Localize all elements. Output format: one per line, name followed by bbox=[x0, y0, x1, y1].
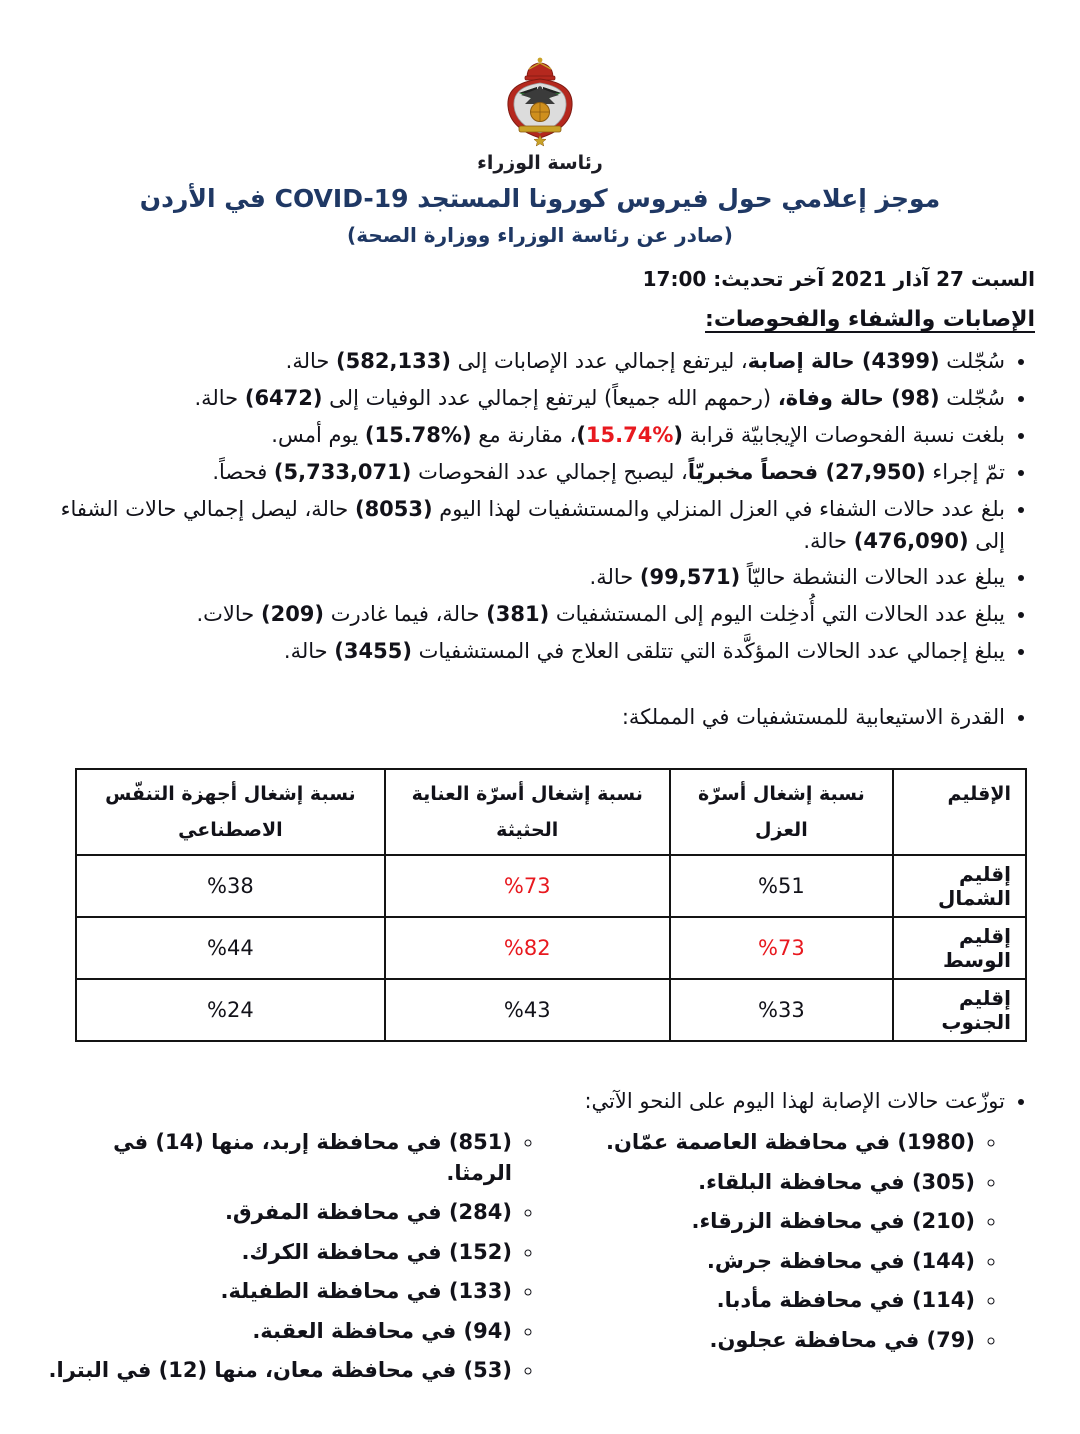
dist-item: ◦ (94) في محافظة العقبة. bbox=[45, 1316, 512, 1346]
text-segment: (98) حالة وفاة، bbox=[777, 385, 940, 410]
text-segment: (رحمهم الله جميعاً) ليرتفع إجمالي عدد الوفيات إلى bbox=[322, 385, 778, 410]
bullet-item bbox=[45, 636, 1005, 668]
value-cell: %44 bbox=[76, 917, 385, 979]
text-segment: القدرة الاستيعابية للمستشفيات في المملكة: bbox=[621, 705, 1005, 730]
region-cell: إقليم الوسط bbox=[893, 917, 1026, 979]
text-segment: (381) bbox=[486, 602, 550, 627]
text-segment: حالة. bbox=[589, 565, 640, 590]
text-segment: (209) bbox=[260, 602, 325, 627]
text-segment: ) bbox=[576, 422, 586, 447]
value-cell: %73 bbox=[385, 855, 670, 917]
value-cell: %38 bbox=[76, 855, 385, 917]
bullet-item bbox=[45, 599, 1005, 631]
table-body bbox=[76, 855, 1026, 1041]
text-segment: تمّ إجراء bbox=[925, 459, 1005, 484]
text-segment: حالة. bbox=[194, 385, 245, 410]
value-cell: %51 bbox=[670, 855, 893, 917]
text-segment: بلغت نسبة الفحوصات الإيجابيّة قرابة bbox=[683, 422, 1005, 447]
distribution-intro-list bbox=[45, 1086, 1035, 1118]
dist-item: ◦ (152) في محافظة الكرك. bbox=[45, 1237, 512, 1267]
text-segment: (3455) bbox=[334, 639, 412, 664]
value-cell: %82 bbox=[385, 917, 670, 979]
region-cell: إقليم الجنوب bbox=[893, 979, 1026, 1041]
capacity-bullet-list bbox=[45, 702, 1035, 734]
text-segment: حالات. bbox=[196, 602, 261, 627]
masthead bbox=[45, 56, 1035, 247]
dist-item: ◦ (284) في محافظة المفرق. bbox=[45, 1197, 512, 1227]
bullet-item bbox=[45, 346, 1005, 378]
text-segment: (5,733,071) bbox=[273, 459, 412, 484]
bullet-item bbox=[45, 562, 1005, 594]
table-row bbox=[76, 917, 1026, 979]
text-segment: يبلغ إجمالي عدد الحالات المؤكَّدة التي تتلقى العلاج في المستشفيات bbox=[411, 639, 1005, 664]
text-segment: (4399) حالة إصابة bbox=[747, 349, 940, 373]
table-header-cell: الإقليم bbox=[893, 769, 1026, 855]
value-cell: %73 bbox=[670, 917, 893, 979]
bullet-item bbox=[45, 494, 1005, 558]
dist-item: ◦ (144) في محافظة جرش. bbox=[540, 1246, 975, 1276]
bullet-item bbox=[45, 457, 1005, 489]
text-segment: ( bbox=[673, 422, 684, 447]
date-line: السبت 27 آذار 2021 آخر تحديث: 17:00 bbox=[642, 267, 1035, 291]
text-segment: سُجّلت bbox=[939, 385, 1005, 410]
text-segment: (582,133) bbox=[336, 349, 451, 373]
section-heading: الإصابات والشفاء والفحوصات: bbox=[705, 307, 1035, 332]
dist-col-left bbox=[45, 1127, 540, 1394]
dist-item: ◦ (53) في محافظة معان، منها (12) في البترا. bbox=[45, 1355, 512, 1385]
dist-item: ◦ (114) في محافظة مأدبا. bbox=[540, 1285, 975, 1315]
logo-caption: رئاسة الوزراء bbox=[477, 152, 603, 174]
region-cell: إقليم الشمال bbox=[893, 855, 1026, 917]
dist-item: ◦ (305) في محافظة البلقاء. bbox=[540, 1167, 975, 1197]
value-cell: %43 bbox=[385, 979, 670, 1041]
jordan-coat-of-arms-icon bbox=[490, 56, 590, 150]
text-segment: يبلغ عدد الحالات النشطة حاليّاً bbox=[740, 565, 1005, 590]
text-segment: بلغ عدد حالات الشفاء في العزل المنزلي والمستشفيات لهذا اليوم bbox=[432, 496, 1005, 521]
text-segment: (27,950) فحصاً مخبريّاً bbox=[687, 459, 926, 484]
text-segment: %15.74 bbox=[585, 422, 674, 447]
dist-col-right bbox=[540, 1127, 1035, 1394]
text-segment: (99,571) bbox=[639, 565, 741, 590]
dist-item: ◦ (851) في محافظة إربد، منها (14) في الرمثا. bbox=[45, 1127, 512, 1188]
text-segment: سُجّلت bbox=[939, 349, 1005, 373]
table-row bbox=[76, 979, 1026, 1041]
dist-item: ◦ (210) في محافظة الزرقاء. bbox=[540, 1206, 975, 1236]
text-segment: حالة، فيما غادرت bbox=[324, 602, 487, 627]
dist-item: ◦ (79) في محافظة عجلون. bbox=[540, 1325, 975, 1355]
value-cell: %33 bbox=[670, 979, 893, 1041]
document-subtitle: (صادر عن رئاسة الوزراء ووزارة الصحة) bbox=[347, 223, 733, 247]
table-row bbox=[76, 855, 1026, 917]
bullet-item bbox=[45, 383, 1005, 415]
table-header-row bbox=[76, 769, 1026, 855]
capacity-bullet-item bbox=[45, 702, 1005, 734]
distribution-intro-item: • توزّعت حالات الإصابة لهذا اليوم على النحو الآتي: bbox=[45, 1086, 1005, 1118]
text-segment: حالة. bbox=[803, 528, 854, 553]
text-segment: حالة، ليصل إجمالي حالات الشفاء إلى bbox=[60, 496, 1005, 553]
dist-item: ◦ (133) في محافظة الطفيلة. bbox=[45, 1276, 512, 1306]
text-segment: (8053) bbox=[354, 496, 433, 521]
text-segment: فحصاً. bbox=[212, 459, 274, 484]
table-header-cell: نسبة إشغال أسرّة العزل bbox=[670, 769, 893, 855]
text-segment: ، مقارنة مع bbox=[471, 422, 577, 447]
text-segment: حالة. bbox=[285, 349, 337, 373]
table-header-cell: نسبة إشغال أجهزة التنفّس الاصطناعي bbox=[76, 769, 385, 855]
text-segment: حالة. bbox=[283, 639, 335, 664]
text-segment: (%15.78) bbox=[364, 422, 472, 447]
text-segment: (6472) bbox=[244, 385, 323, 410]
document-title: موجز إعلامي حول فيروس كورونا المستجد COVID-19 في الأردن bbox=[139, 184, 941, 213]
distribution-columns bbox=[45, 1127, 1035, 1394]
value-cell: %24 bbox=[76, 979, 385, 1041]
bullet-item bbox=[45, 420, 1005, 452]
table-header-cell: نسبة إشغال أسرّة العناية الحثيثة bbox=[385, 769, 670, 855]
hospital-capacity-table bbox=[75, 768, 1027, 1042]
text-segment: يوم أمس. bbox=[271, 422, 365, 447]
text-segment: ، ليصبح إجمالي عدد الفحوصات bbox=[411, 459, 688, 484]
text-segment: (476,090) bbox=[853, 528, 969, 553]
dist-item: ◦ (1980) في محافظة العاصمة عمّان. bbox=[540, 1127, 975, 1157]
main-bullet-list bbox=[45, 346, 1035, 668]
text-segment: ، ليرتفع إجمالي عدد الإصابات إلى bbox=[450, 349, 748, 373]
text-segment: يبلغ عدد الحالات التي أُدخِلت اليوم إلى المستشفيات bbox=[549, 602, 1005, 627]
